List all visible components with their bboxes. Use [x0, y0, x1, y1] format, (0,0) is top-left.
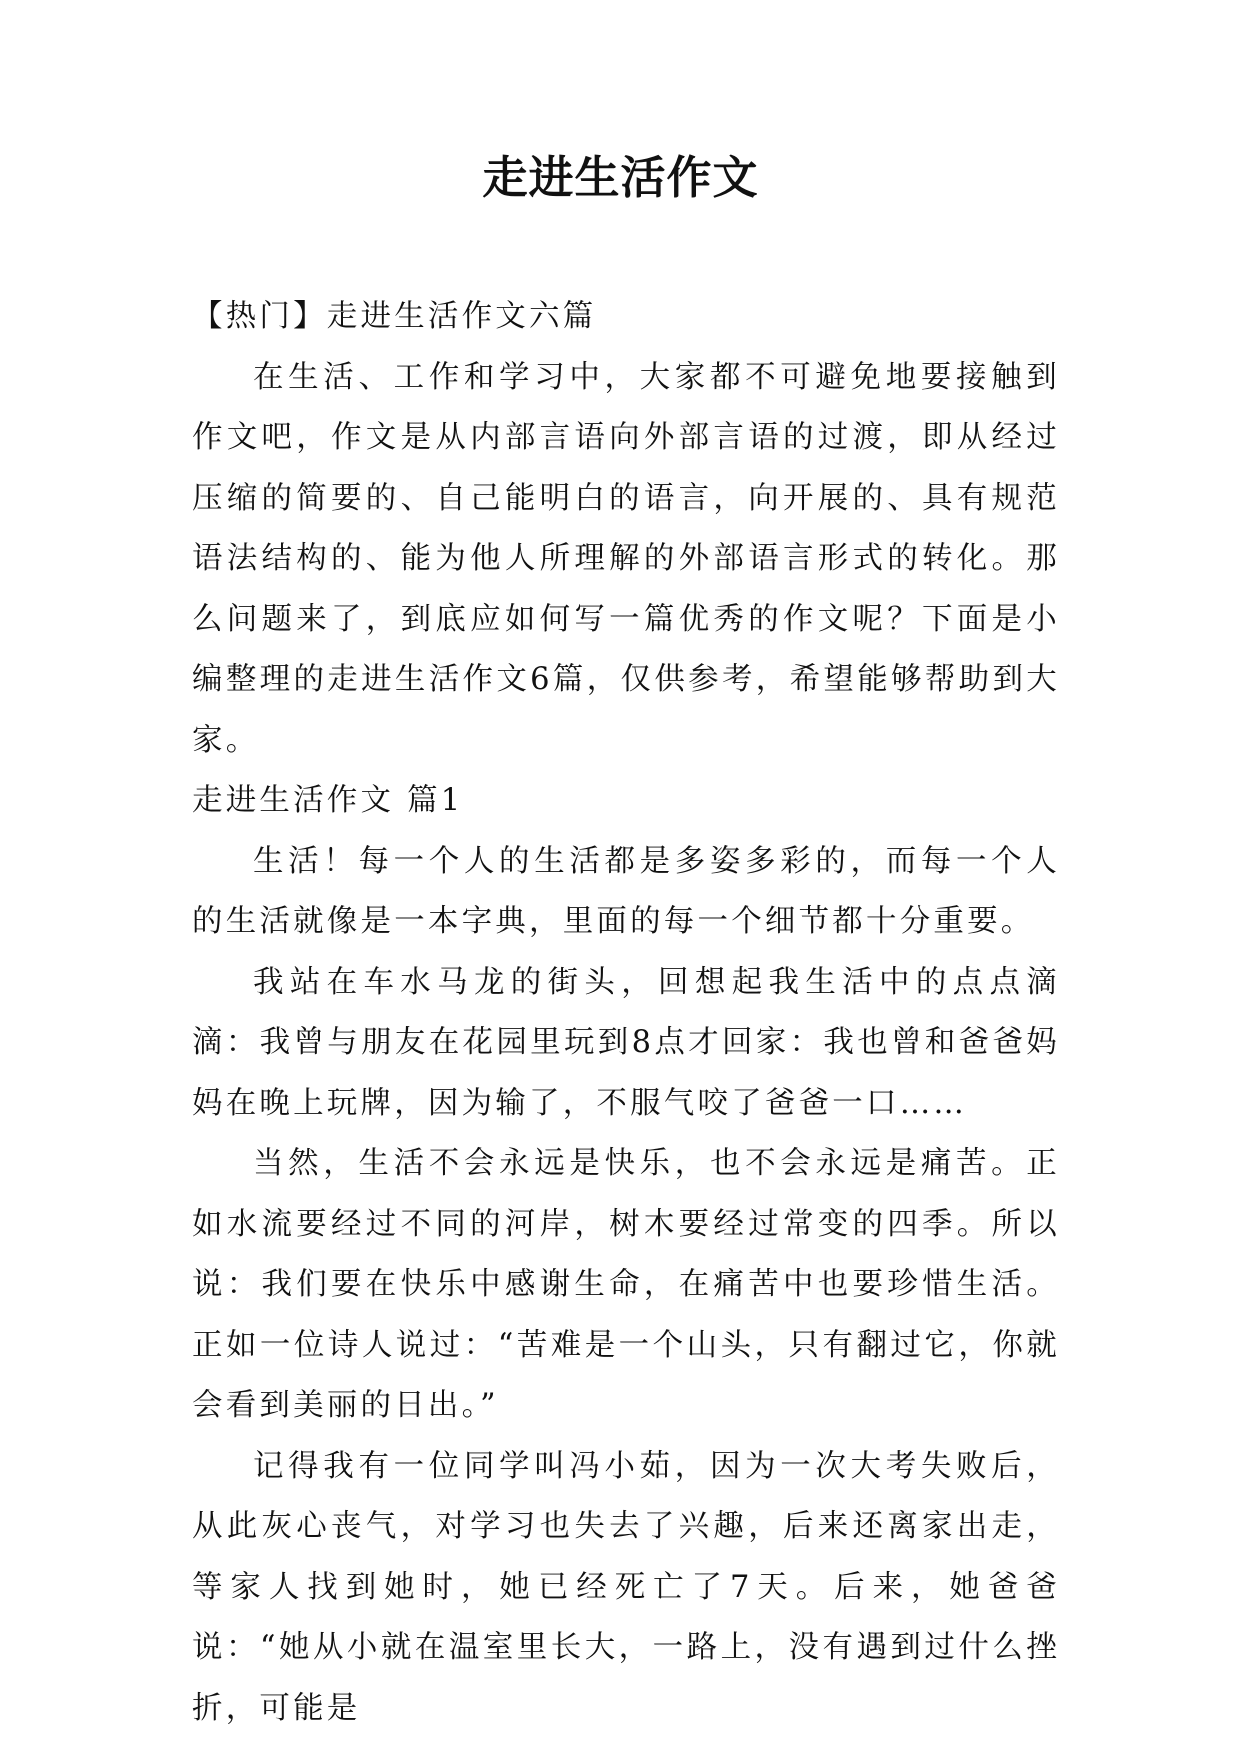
- body-paragraph: 生活！每一个人的生活都是多姿多彩的，而每一个人的生活就像是一本字典，里面的每一个细节都十分重要。: [192, 843, 1060, 939]
- body-paragraph: 记得我有一位同学叫冯小茹，因为一次大考失败后，从此灰心丧气，对学习也失去了兴趣，后来还离家出走，等家人找到她时，她已经死亡了7天。后来，她爸爸说：“她从小就在温室里长大，一路上，没有遇到过什么挫折，可能是: [192, 1448, 1060, 1726]
- body-paragraph: 当然，生活不会永远是快乐，也不会永远是痛苦。正如水流要经过不同的河岸，树木要经过常变的四季。所以说：我们要在快乐中感谢生命，在痛苦中也要珍惜生活。正如一位诗人说过：“苦难是一个山头，只有翻过它，你就会看到美丽的日出。”: [192, 1146, 1060, 1423]
- intro-paragraph: 在生活、工作和学习中，大家都不可避免地要接触到作文吧，作文是从内部言语向外部言语的过渡，即从经过压缩的简要的、自己能明白的语言，向开展的、具有规范语法结构的、能为他人所理解的外部语言形式的转化。那么问题来了，到底应如何写一篇优秀的作文呢？下面是小编整理的走进生活作文6篇，仅供参考，希望能够帮助到大家。: [192, 359, 1060, 758]
- document-title: 走进生活作文: [482, 151, 759, 204]
- document-body: [192, 287, 1060, 1739]
- body-paragraph: 我站在车水马龙的街头，回想起我生活中的点点滴滴：我曾与朋友在花园里玩到8点才回家：我也曾和爸爸妈妈在晚上玩牌，因为输了，不服气咬了爸爸一口……: [192, 964, 1060, 1121]
- document-subtitle: 【热门】走进生活作文六篇: [192, 299, 597, 334]
- section-heading: 走进生活作文 篇1: [192, 783, 464, 818]
